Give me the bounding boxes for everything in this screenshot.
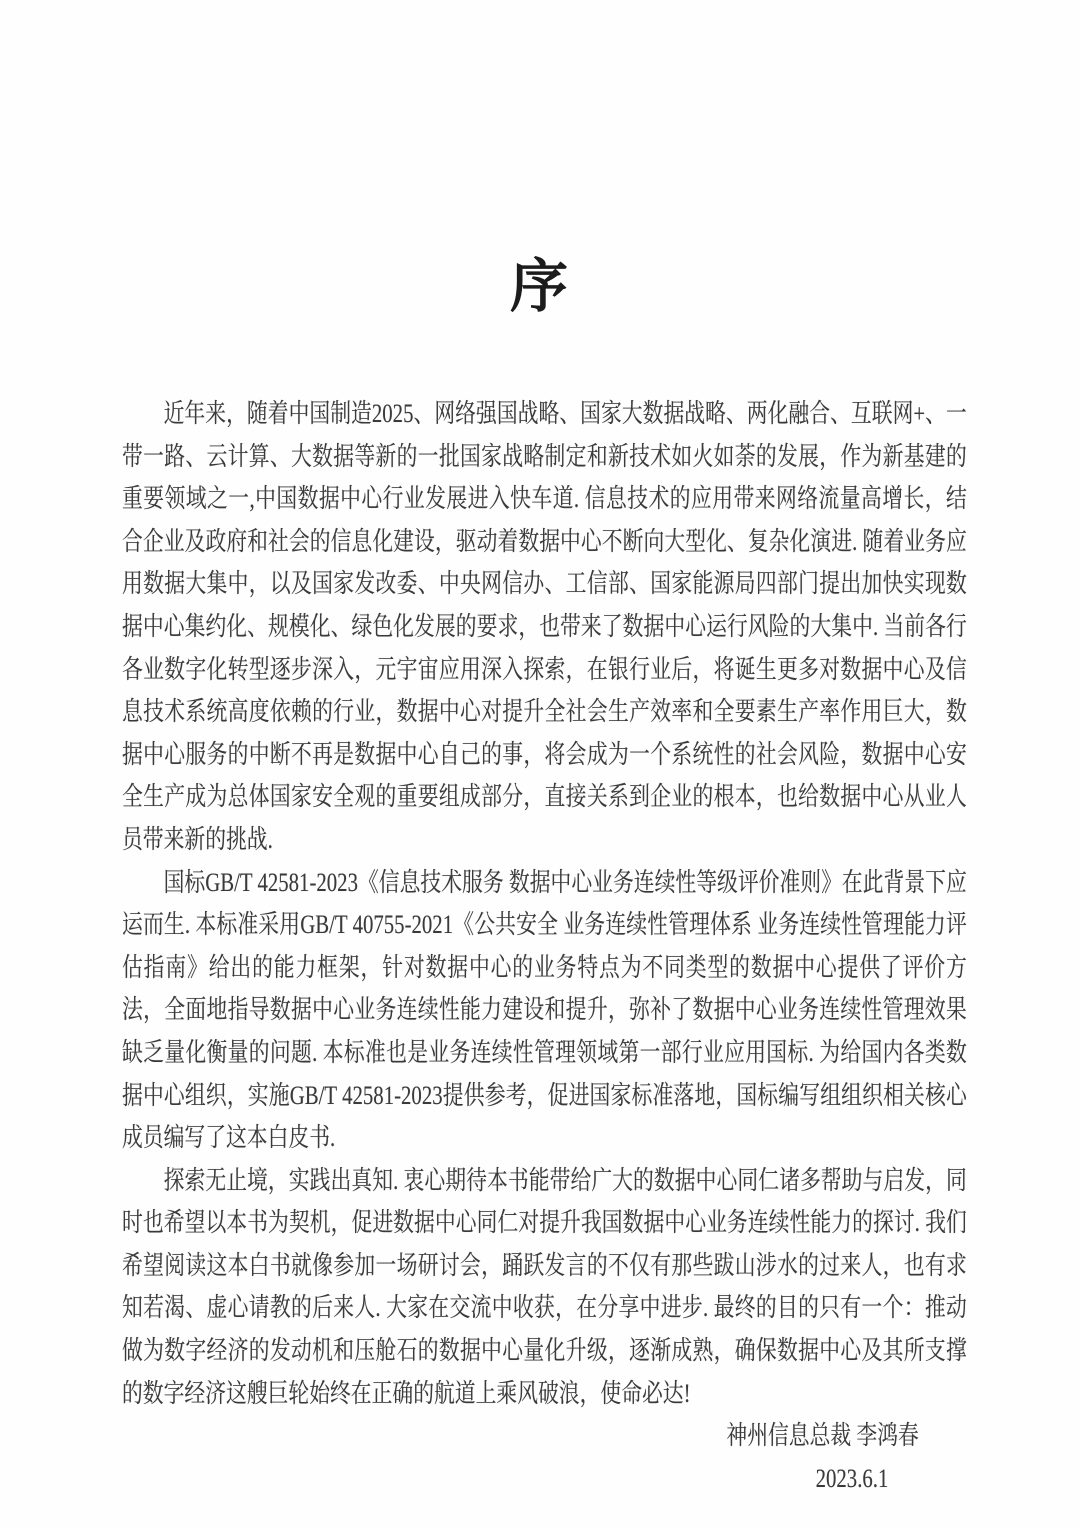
page-title: 序 (509, 254, 570, 319)
document-body (122, 393, 967, 1500)
paragraph-outlook: 探索无止境，实践出真知. 衷心期待本书能带给广大的数据中心同仁诸多帮助与启发，同时也希望以本书为契机，促进数据中心同仁对提升我国数据中心业务连续性能力的探讨. 我们希望阅读这本白书就像参加一场研讨会，踊跃发言的不仅有那些跋山涉水的过来人，也有求知若渴、虚心请教的后来人. 大家在交流中收获，在分享中进步. 最终的目的只有一个：推动做为数字经济的发动机和压舱石的数据中心量化升级，逐渐成熟，确保数据中心及其所支撑的数字经济这艘巨轮始终在正确的航道上乘风破浪，使命必达! (122, 1165, 967, 1408)
date: 2023.6.1 (815, 1463, 889, 1493)
signature: 神州信息总裁 李鸿春 (726, 1421, 919, 1451)
paragraph-intro: 近年来，随着中国制造2025、网络强国战略、国家大数据战略、两化融合、互联网+、一带一路、云计算、大数据等新的一批国家战略制定和新技术如火如荼的发展，作为新基建的重要领域之一,中国数据中心行业发展进入快车道. 信息技术的应用带来网络流量高增长，结合企业及政府和社会的信息化建设，驱动着数据中心不断向大型化、复杂化演进. 随着业务应用数据大集中，以及国家发改委、中央网信办、工信部、国家能源局四部门提出加快实现数据中心集约化、规模化、绿色化发展的要求，也带来了数据中心运行风险的大集中. 当前各行各业数字化转型逐步深入，元宇宙应用深入探索，在银行业后，将诞生更多对数据中心及信息技术系统高度依赖的行业，数据中心对提升全社会生产效率和全要素生产率作用巨大，数据中心服务的中断不再是数据中心自己的事，将会成为一个系统性的社会风险，数据中心安全生产成为总体国家安全观的重要组成部分，直接关系到企业的根本，也给数据中心从业人员带来新的挑战. (122, 399, 967, 854)
paragraph-standard: 国标GB/T 42581-2023《信息技术服务 数据中心业务连续性等级评价准则》在此背景下应运而生. 本标准采用GB/T 40755-2021《公共安全 业务连续性管理体系 业务连续性管理能力评估指南》给出的能力框架，针对数据中心的业务特点为不同类型的数据中心提供了评价方法，全面地指导数据中心业务连续性能力建设和提升，弥补了数据中心业务连续性管理效果缺乏量化衡量的问题. 本标准也是业务连续性管理领域第一部行业应用国标. 为给国内各类数据中心组织，实施GB/T 42581-2023提供参考，促进国家标准落地，国标编写组组织相关核心成员编写了这本白皮书. (122, 867, 967, 1153)
